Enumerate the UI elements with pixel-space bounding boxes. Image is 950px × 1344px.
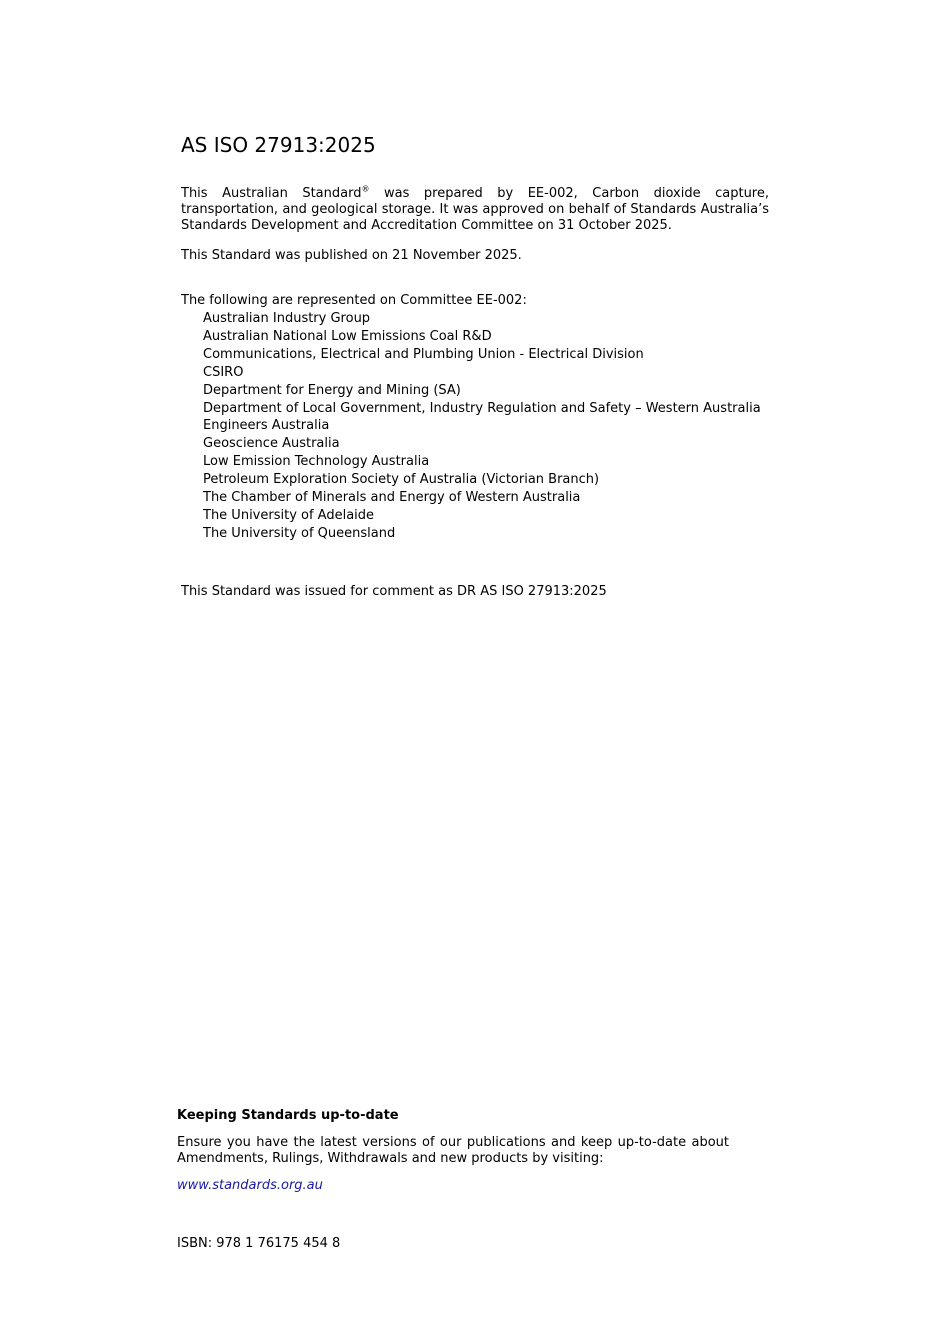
preparation-text-end: was prepared by EE-002, Carbon dioxide capture, transportation, and geological storage. It was approved on behalf of Standards Australia’s Standards Development and Accreditation Committee on 31 October 2025. [181,186,769,233]
committee-member: Engineers Australia [203,418,330,434]
committee-member: Communications, Electrical and Plumbing Union - Electrical Division [203,346,644,362]
committee-member: Australian Industry Group [203,311,371,326]
committee-member: Low Emission Technology Australia [203,454,430,470]
registered-mark: ® [361,184,370,194]
committee-member: Geoscience Australia [203,436,340,452]
committee-member: CSIRO [203,364,244,380]
committee-intro: The following are represented on Committee EE-002: [181,293,527,308]
committee-member: The Chamber of Minerals and Energy of Western Australia [203,490,581,506]
comment-draft-statement: This Standard was issued for comment as DR AS ISO 27913:2025 [181,584,607,599]
preparation-text-start: This Australian Standard [181,186,362,201]
committee-member: Department for Energy and Mining (SA) [203,382,461,398]
keeping-standards-text: Ensure you have the latest versions of our publications and keep up-to-date about Amendments, Rulings, Withdrawals and new products by visiting: [177,1135,729,1166]
publication-date-statement: This Standard was published on 21 November 2025. [181,248,522,263]
committee-member: The University of Adelaide [203,507,375,523]
committee-member: Petroleum Exploration Society of Australia (Victorian Branch) [203,472,600,488]
isbn-number: ISBN: 978 1 76175 454 8 [177,1236,341,1251]
standards-website-link[interactable]: www.standards.org.au [177,1178,323,1193]
committee-member-list [203,310,761,543]
committee-member: The University of Queensland [203,525,396,541]
page-title: AS ISO 27913:2025 [181,133,376,157]
committee-member: Department of Local Government, Industry Regulation and Safety – Western Australia [203,400,761,416]
keeping-standards-heading: Keeping Standards up-to-date [177,1108,399,1123]
committee-member: Australian National Low Emissions Coal R&D [203,328,492,344]
preparation-statement [181,186,769,234]
